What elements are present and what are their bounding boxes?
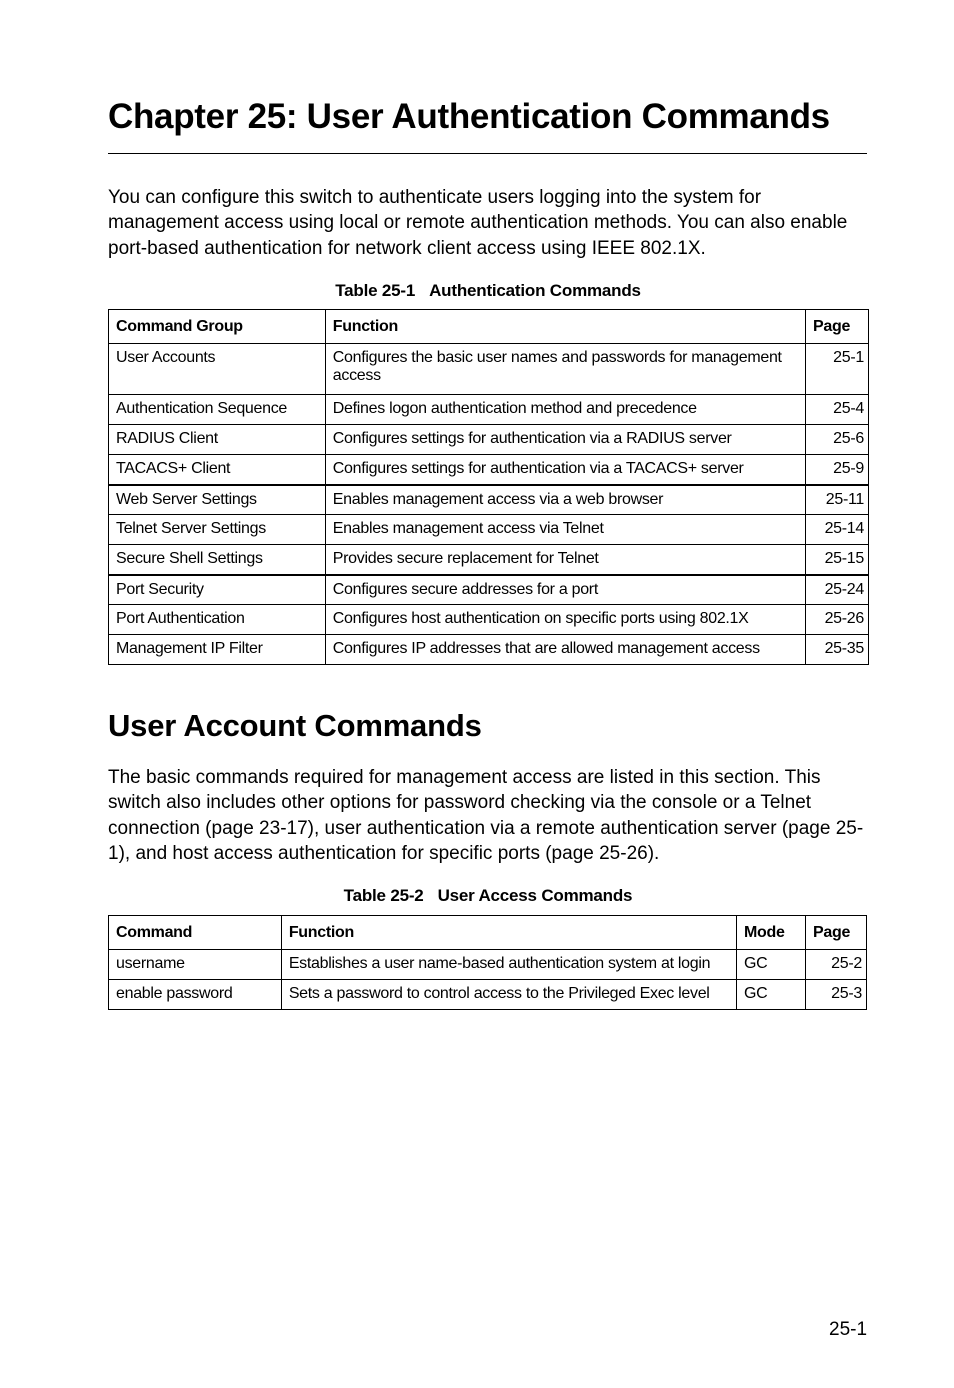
function-cell: Configures settings for authentication via a RADIUS server	[325, 425, 805, 455]
page-ref-link[interactable]: 25-35	[806, 635, 869, 665]
table1-number: Table 25-1	[335, 281, 416, 300]
mode-cell: GC	[737, 980, 806, 1010]
page-ref-link[interactable]: 25-11	[806, 485, 869, 515]
page-ref-link[interactable]: 25-1	[806, 344, 869, 395]
page-ref-link[interactable]: 25-2	[806, 950, 867, 980]
header-mode: Mode	[737, 916, 806, 950]
command-cell: username	[109, 950, 282, 980]
page-ref-link[interactable]: 25-6	[806, 425, 869, 455]
page-ref-link[interactable]: 25-26	[806, 605, 869, 635]
table-row	[109, 980, 867, 1010]
command-group-cell: Web Server Settings	[109, 485, 326, 515]
function-cell: Defines logon authentication method and precedence	[325, 395, 805, 425]
command-group-cell: Authentication Sequence	[109, 395, 326, 425]
table-row	[109, 455, 869, 485]
function-cell: Configures the basic user names and passwords for management access	[325, 344, 805, 395]
table-row	[109, 485, 869, 515]
table-row	[109, 425, 869, 455]
function-cell: Enables management access via Telnet	[325, 515, 805, 545]
command-cell: enable password	[109, 980, 282, 1010]
command-group-cell: Management IP Filter	[109, 635, 326, 665]
table-row	[109, 344, 869, 395]
table-row	[109, 395, 869, 425]
table-header-row	[109, 916, 867, 950]
command-group-cell: Telnet Server Settings	[109, 515, 326, 545]
header-function: Function	[281, 916, 736, 950]
command-group-cell: Port Authentication	[109, 605, 326, 635]
chapter-title-rule	[108, 153, 867, 154]
header-command-group: Command Group	[109, 310, 326, 344]
function-cell: Configures secure addresses for a port	[325, 575, 805, 605]
function-cell: Configures settings for authentication via a TACACS+ server	[325, 455, 805, 485]
table-row	[109, 635, 869, 665]
page-ref-link[interactable]: 25-14	[806, 515, 869, 545]
function-cell: Provides secure replacement for Telnet	[325, 545, 805, 575]
mode-cell: GC	[737, 950, 806, 980]
function-cell: Enables management access via a web browser	[325, 485, 805, 515]
function-cell: Establishes a user name-based authentication system at login	[281, 950, 736, 980]
user-access-commands-table	[108, 915, 867, 1010]
command-group-cell: User Accounts	[109, 344, 326, 395]
table1-title: Authentication Commands	[429, 281, 641, 300]
command-group-cell: RADIUS Client	[109, 425, 326, 455]
table-row	[109, 545, 869, 575]
chapter-title: Chapter 25: User Authentication Commands	[108, 97, 830, 136]
page-ref-link[interactable]: 25-15	[806, 545, 869, 575]
function-cell: Sets a password to control access to the Privileged Exec level	[281, 980, 736, 1010]
section-body: The basic commands required for management access are listed in this section. This switch also includes other options for password checking via the console or a Telnet connection (page 23-17), user authentication via a remote authentication server (page 25-1), and host access authentication for specific ports (page 25-26).	[108, 767, 864, 864]
table-row	[109, 950, 867, 980]
header-command: Command	[109, 916, 282, 950]
command-group-cell: Port Security	[109, 575, 326, 605]
table-row	[109, 575, 869, 605]
function-cell: Configures host authentication on specific ports using 802.1X	[325, 605, 805, 635]
table2-title: User Access Commands	[437, 886, 633, 905]
table-row	[109, 515, 869, 545]
page-ref-link[interactable]: 25-24	[806, 575, 869, 605]
page-ref-link[interactable]: 25-4	[806, 395, 869, 425]
function-cell: Configures IP addresses that are allowed management access	[325, 635, 805, 665]
page-ref-link[interactable]: 25-3	[806, 980, 867, 1010]
table1-caption	[108, 281, 868, 301]
command-group-cell: TACACS+ Client	[109, 455, 326, 485]
section-title: User Account Commands	[108, 708, 482, 743]
page-number: 25-1	[829, 1319, 868, 1340]
header-function: Function	[325, 310, 805, 344]
table-header-row	[109, 310, 869, 344]
page-ref-link[interactable]: 25-9	[806, 455, 869, 485]
table2-caption	[108, 886, 868, 906]
command-group-cell: Secure Shell Settings	[109, 545, 326, 575]
header-page: Page	[806, 310, 869, 344]
table-row	[109, 605, 869, 635]
header-page: Page	[806, 916, 867, 950]
chapter-intro: You can configure this switch to authenticate users logging into the system for management access using local or remote authentication methods. You can also enable port-based authentication for network client access using IEEE 802.1X.	[108, 187, 848, 259]
table2-number: Table 25-2	[343, 886, 424, 905]
authentication-commands-table	[108, 309, 869, 665]
